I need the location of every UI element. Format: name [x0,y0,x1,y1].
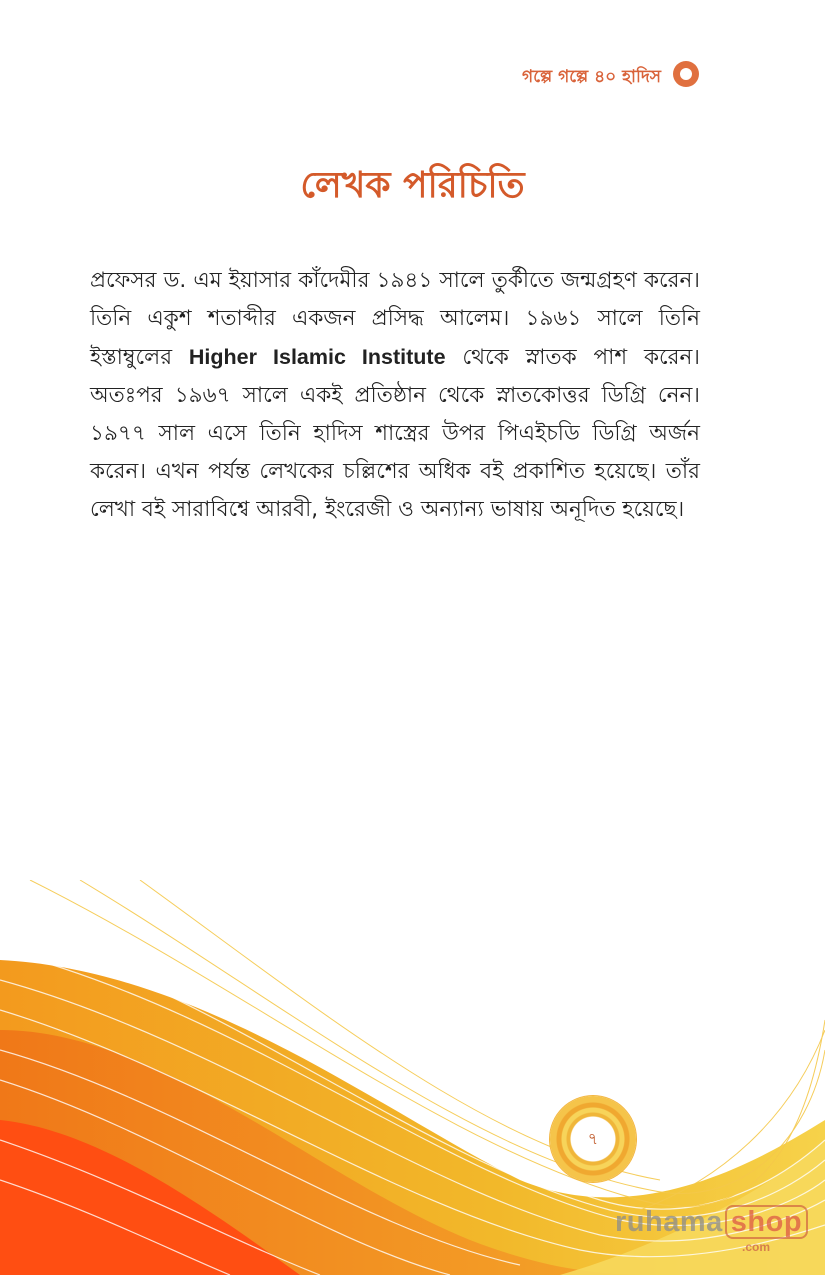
running-header-title: গল্পে গল্পে ৪০ হাদিস [522,67,661,87]
logo-brand: ruhama [615,1206,723,1238]
page-number: ৭ [587,1129,599,1148]
body-text-part2: থেকে স্নাতক পাশ করেন। অতঃপর ১৯৬৭ সালে একই প্রতিষ্ঠান থেকে স্নাতকোত্তর ডিগ্রি নেন। ১৯৭৭ সাল এসে তিনি হাদিস শাস্ত্রের উপর পিএইচডি ডিগ্রি অর্জন করেন। এখন পর্যন্ত লেখকের চল্লিশের অধিক বই প্রকাশিত হয়েছে। তাঁর লেখা বই সারাবিশ্বে আরবী, ইংরেজী ও অন্যান্য ভাষায় অনূদিত হয়েছে। [90,345,700,522]
ruhamashop-watermark-logo [615,1205,808,1245]
body-paragraph [90,262,700,529]
page-title: লেখক পরিচিতি [300,164,525,206]
institute-name: Higher Islamic Institute [188,345,446,369]
ring-icon [673,61,699,87]
body-text-part1: প্রফেসর ড. এম ইয়াসার কাঁদেমীর ১৯৪১ সালে তুর্কীতে জন্মগ্রহণ করেন। তিনি একুশ শতাব্দীর একজন প্রসিদ্ধ আলেম। ১৯৬১ সালে তিনি ইস্তাম্বুলের [90,268,700,370]
logo-domain: .com [742,1240,771,1254]
logo-shop: shop [725,1205,808,1239]
